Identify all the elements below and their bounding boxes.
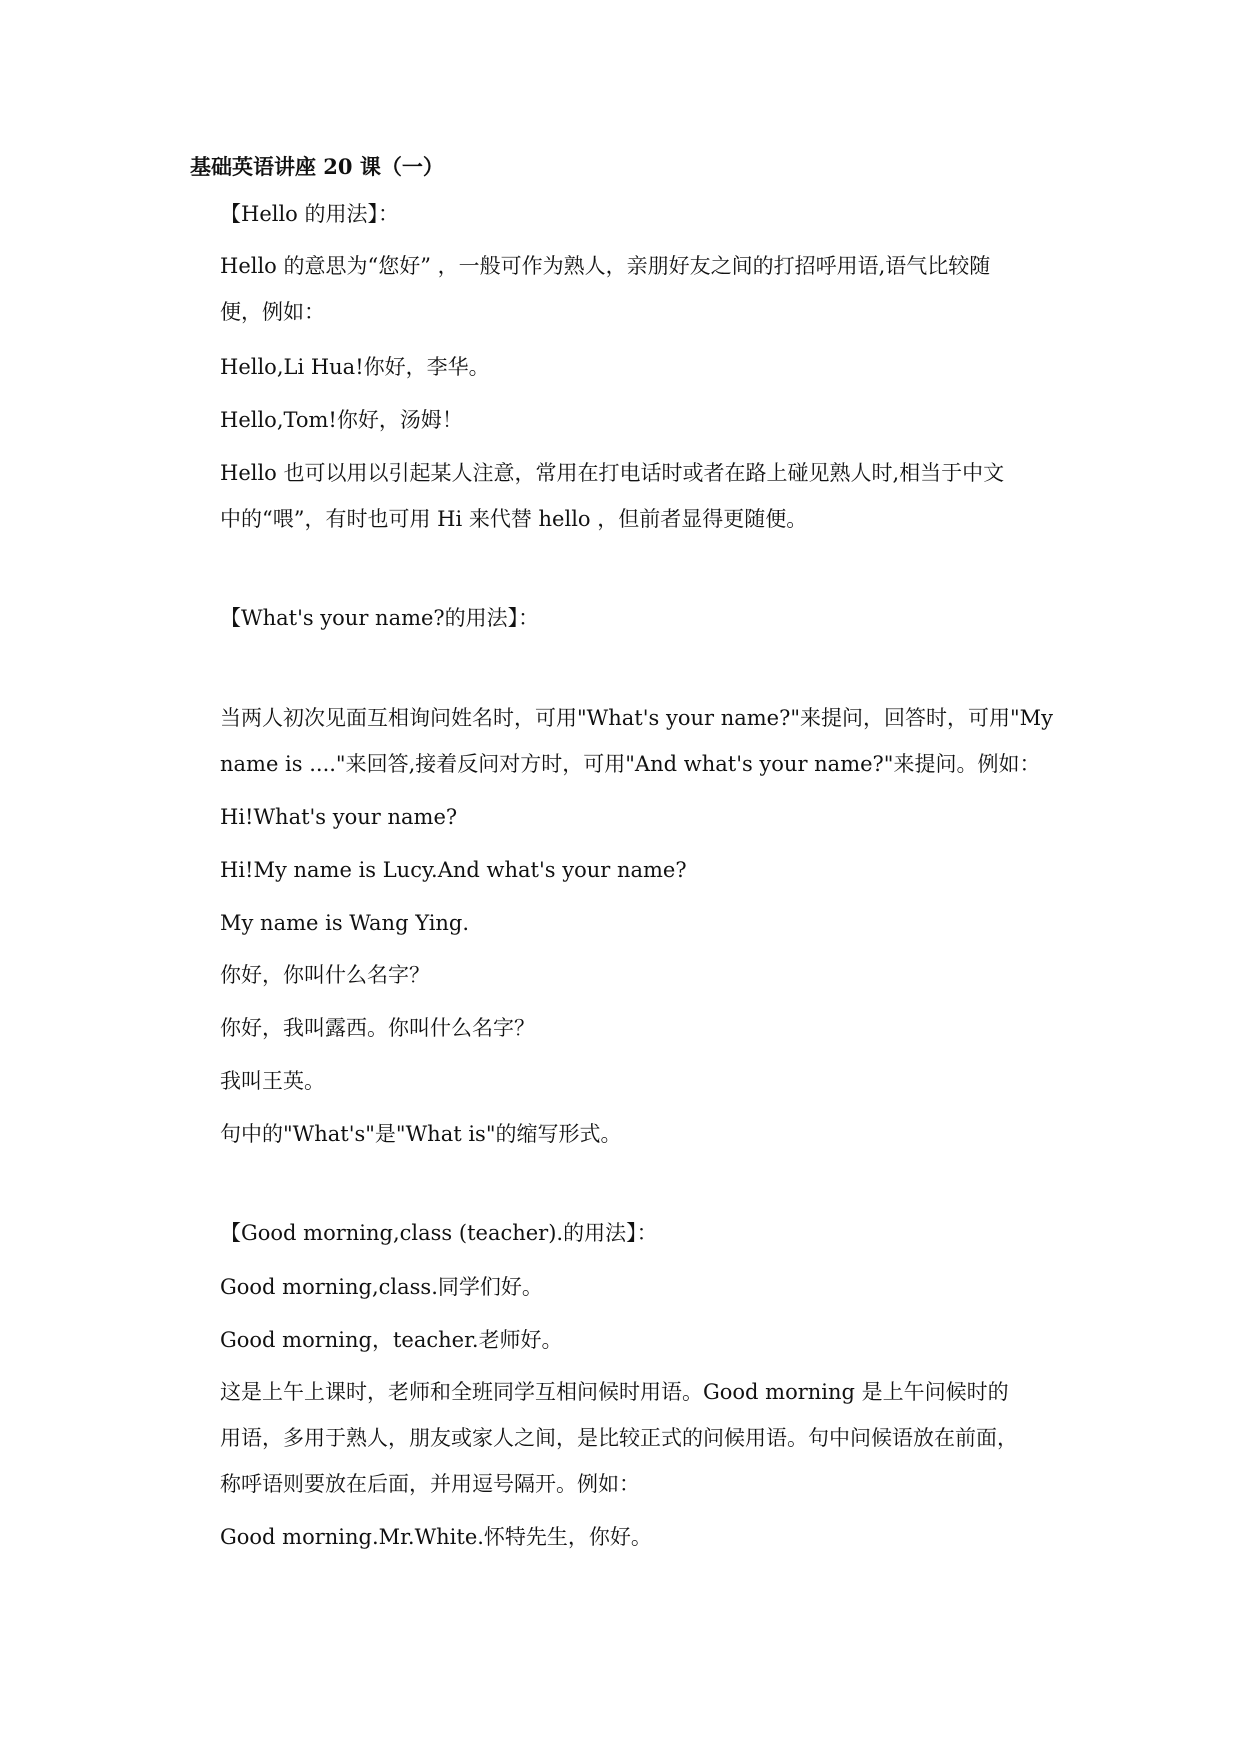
section-heading-good-morning: 【Good morning,class (teacher).的用法】： [220,1221,658,1245]
paragraph-line: 用语，多用于熟人，朋友或家人之间，是比较正式的问候用语。句中问候语放在前面， [220,1426,1018,1450]
section-heading-whats-your-name: 【What's your name?的用法】： [220,606,540,630]
paragraph-line: 便，例如： [220,300,325,324]
example-line: Good morning，teacher.老师好。 [220,1328,563,1352]
example-line: Hi!My name is Lucy.And what's your name? [220,858,687,882]
paragraph-line: 称呼语则要放在后面，并用逗号隔开。例如： [220,1472,640,1496]
example-line: Hello,Tom!你好，汤姆！ [220,408,463,432]
example-line: My name is Wang Ying. [220,911,470,935]
example-line: Hello,Li Hua!你好，李华。 [220,355,490,379]
paragraph-line: 中的“喂”，有时也可用 Hi 来代替 hello ，但前者显得更随便。 [220,507,808,531]
paragraph-line: Hello 的意思为“您好” ，一般可作为熟人，亲朋好友之间的打招呼用语,语气比较随 [220,254,991,278]
example-line: 我叫王英。 [220,1069,325,1093]
paragraph-line: 句中的"What's"是"What is"的缩写形式。 [220,1122,622,1146]
section-heading-hello: 【Hello 的用法】： [220,202,399,226]
example-line: Hi!What's your name? [220,805,458,829]
document-title: 基础英语讲座 20 课（一） [190,154,444,179]
example-line: 你好，我叫露西。你叫什么名字？ [220,1016,535,1040]
example-line: Good morning,class.同学们好。 [220,1275,543,1299]
example-line: Good morning.Mr.White.怀特先生，你好。 [220,1525,652,1549]
paragraph-line: name is ...."来回答,接着反问对方时，可用"And what's your name?"来提问。例如： [220,752,1041,776]
paragraph-line: 这是上午上课时，老师和全班同学互相问候时用语。Good morning 是上午问候时的 [220,1380,1009,1404]
paragraph-line: 当两人初次见面互相询问姓名时，可用"What's your name?"来提问，回答时，可用"My [220,706,1054,730]
example-line: 你好，你叫什么名字？ [220,963,430,987]
paragraph-line: Hello 也可以用以引起某人注意，常用在打电话时或者在路上碰见熟人时,相当于中文 [220,461,1005,485]
